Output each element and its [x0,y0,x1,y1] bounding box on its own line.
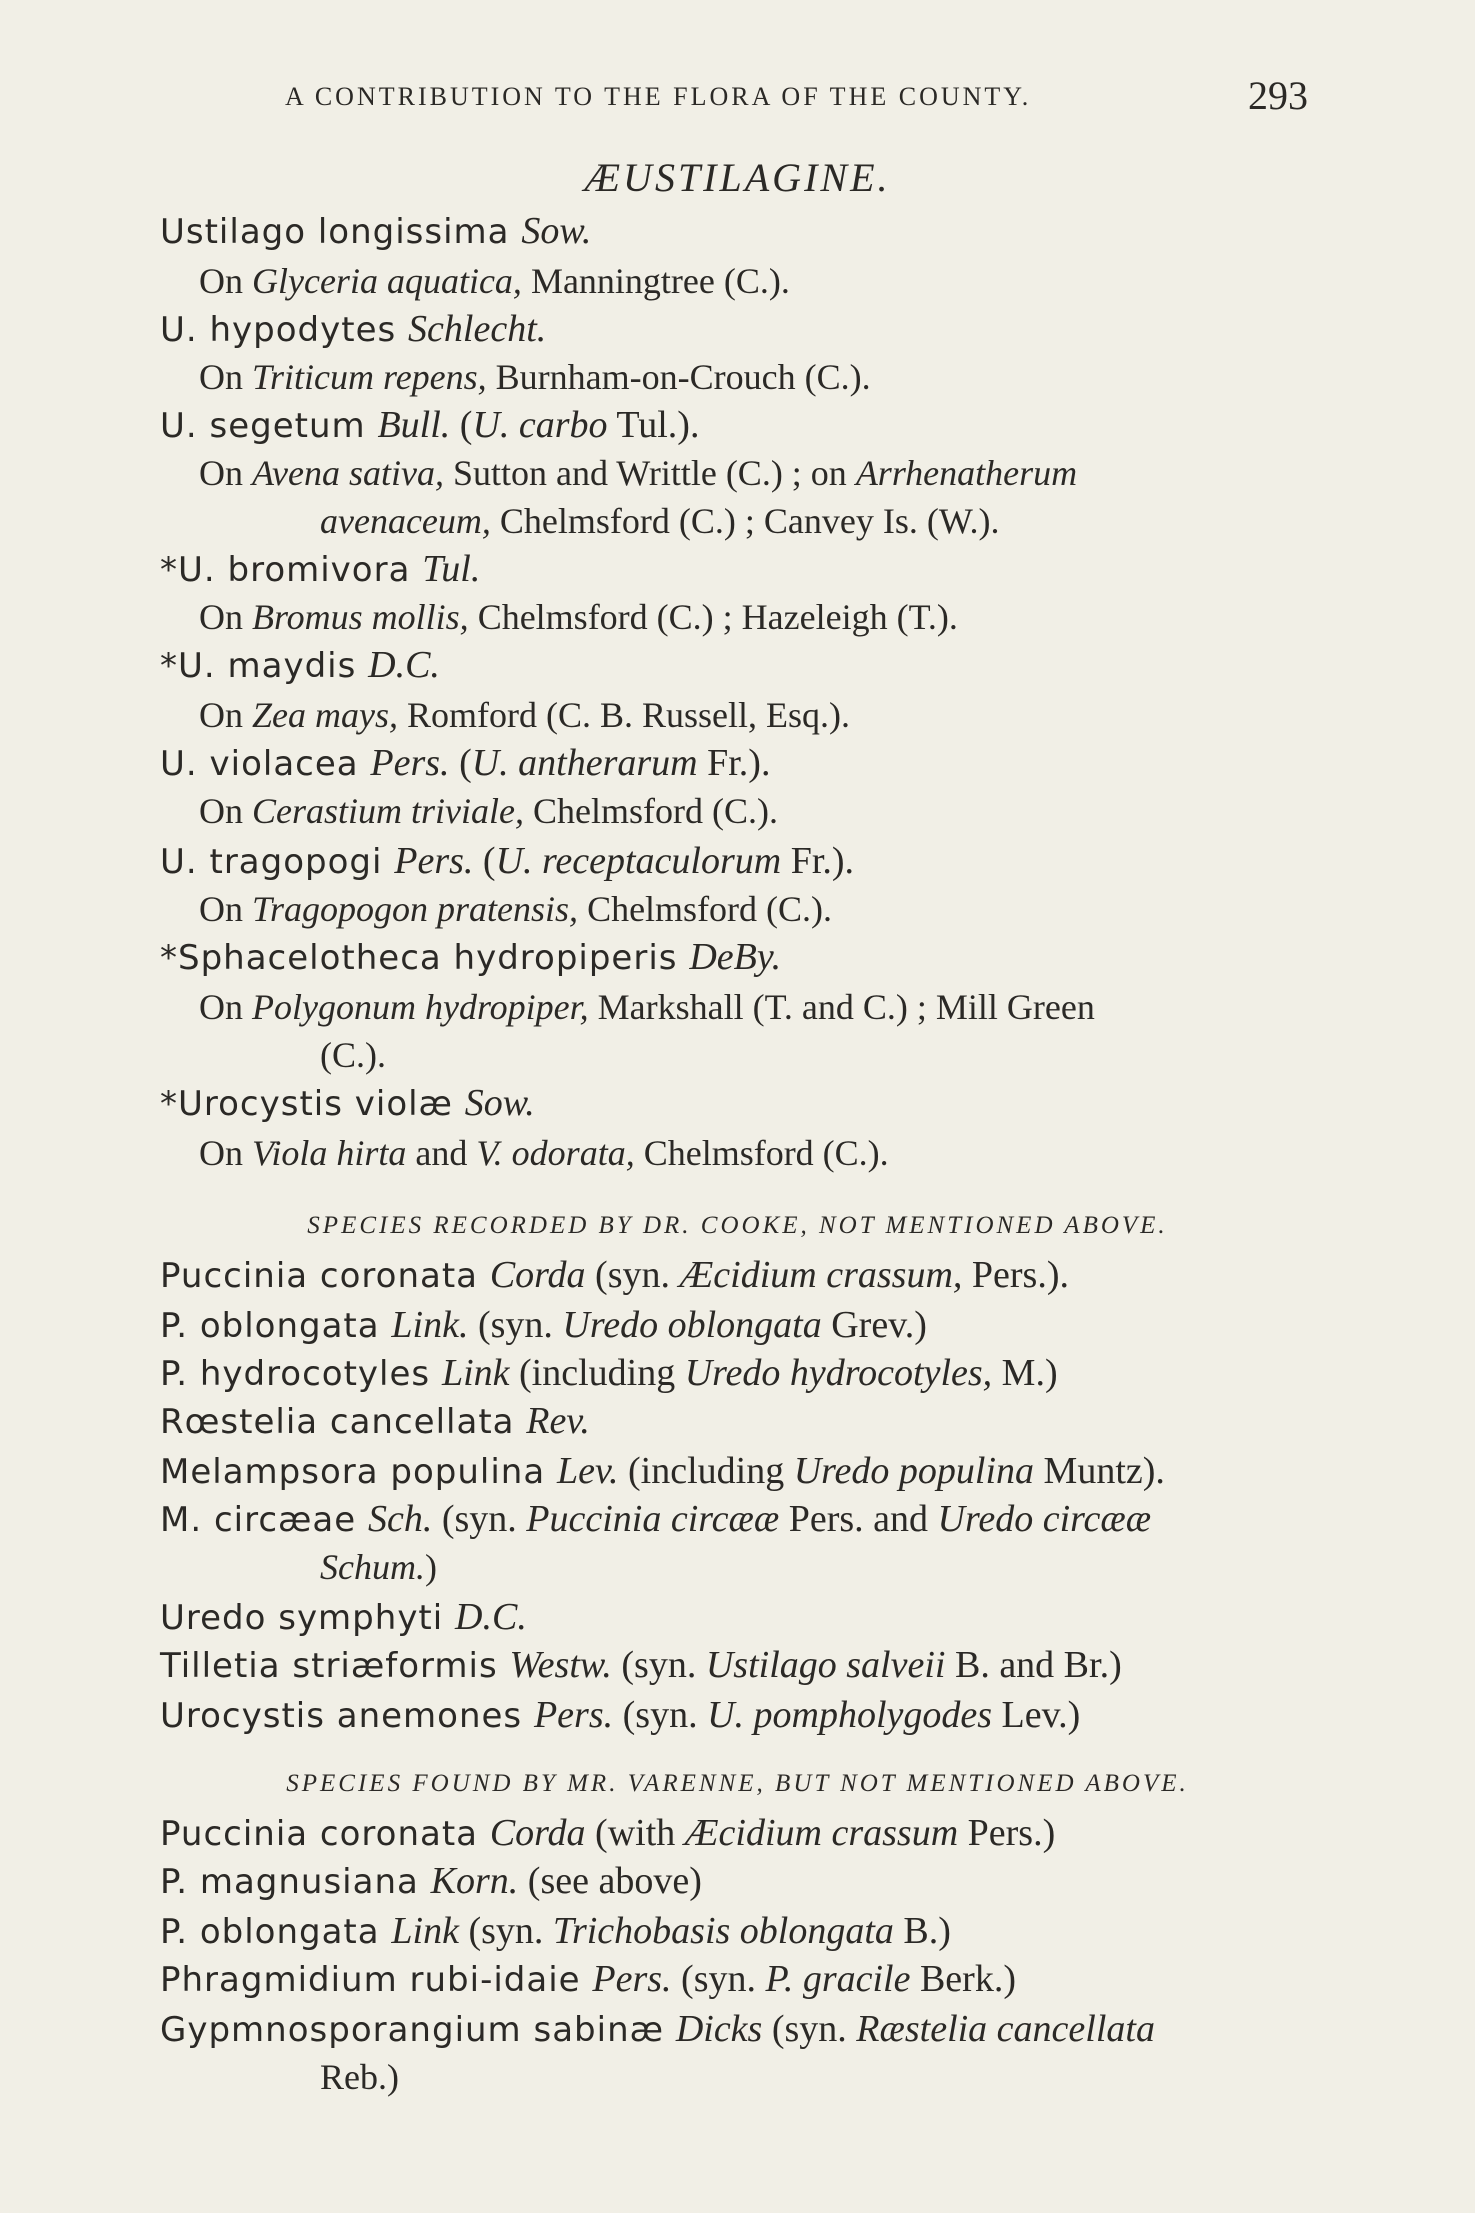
text-run: (including [509,1352,685,1394]
text-run: Pers.). [962,1254,1069,1296]
text-run: Chelmsford (C.). [524,791,778,831]
text-run: ) [424,1547,437,1587]
locality-line [199,450,1077,496]
species-line [160,1398,590,1445]
locality-line [199,984,1095,1030]
species-name: Uredo symphyti [160,1598,456,1638]
italic-text: U. carbo [472,404,608,446]
italic-text: Uredo oblongata [562,1304,822,1346]
locality-line [320,1032,386,1078]
italic-text: Uredo hydrocotyles, [684,1352,993,1394]
text-run: B.) [893,1910,951,1952]
text-run: Grev.) [821,1304,927,1346]
text-run: ( [473,840,496,882]
text-run: On [199,889,252,929]
species-line [160,1302,927,1349]
page-number: 293 [1248,73,1308,118]
species-line [160,642,440,689]
species-line [160,1448,1165,1495]
italic-text: Pers. [592,1958,672,2000]
species-name: Rœstelia cancellata [160,1402,527,1442]
text-run: Manningtree (C.). [521,261,790,301]
text-run: Romford (C. B. Russell, Esq.). [398,695,851,735]
text-run: (syn. [762,2008,857,2050]
species-name: P. oblongata [160,1306,392,1346]
locality-line [199,258,790,304]
text-run: On [199,597,252,637]
text-run: (syn. [611,1644,706,1686]
species-name: P. hydrocotyles [160,1354,442,1394]
locality-line [199,788,778,834]
italic-text: U. antherarum [471,742,698,784]
italic-text: D.C. [368,644,440,686]
italic-text: Schlecht. [408,308,547,350]
species-line [160,1594,527,1641]
italic-text: Korn. [430,1860,519,1902]
text-run: (syn. [671,1958,766,2000]
text-run: Sutton and Writtle (C.) ; on [443,453,856,493]
italic-text: Lev. [556,1450,619,1492]
section-title: ÆUSTILAGINE. [584,155,891,200]
text-run: Chelmsford (C.). [634,1133,889,1173]
species-name: Puccinia coronata [160,1256,490,1296]
running-head: A CONTRIBUTION TO THE FLORA OF THE COUNTY. [285,82,1032,111]
species-line [160,1908,951,1955]
text-run: Lev.) [992,1694,1081,1736]
text-run: (see above) [518,1860,702,1902]
italic-text: Zea mays, [252,695,398,735]
text-run: On [199,1133,252,1173]
italic-text: Æcidium crassum, [679,1254,963,1296]
italic-text: Dicks [675,2008,763,2050]
text-run: (syn. [458,1910,553,1952]
locality-line [199,594,958,640]
italic-text: P. gracile [765,1958,911,2000]
italic-text: avenaceum, [320,501,491,541]
species-name: P. oblongata [160,1912,392,1952]
locality-line [320,1544,437,1590]
species-line [160,208,591,255]
text-run: On [199,357,252,397]
text-run: (with [585,1812,685,1854]
text-run: On [199,987,252,1027]
italic-text: Glyceria aquatica, [252,261,522,301]
species-name: *U. maydis [160,646,369,686]
text-run: ( [449,742,472,784]
text-run: Fr.). [781,840,855,882]
text-run: and [406,1133,477,1173]
species-line [160,1252,1069,1299]
species-name: P. magnusiana [160,1862,431,1902]
italic-text: Puccinia circææ [526,1498,780,1540]
italic-text: Uredo populina [793,1450,1035,1492]
species-line [160,1642,1122,1689]
locality-line [199,692,850,738]
italic-text: Pers. [394,840,474,882]
italic-text: Tragopogon pratensis, [252,889,579,929]
species-name: *U. bromivora [160,550,423,590]
italic-text: Link. [391,1304,469,1346]
text-run: Fr.). [697,742,771,784]
page-header [0,72,1475,122]
text-run: Chelmsford (C.). [578,889,833,929]
species-name: U. segetum [160,406,378,446]
italic-text: Pers. [370,742,450,784]
species-line [160,1858,702,1905]
italic-text: V. odorata, [476,1133,635,1173]
subhead-varenne: SPECIES FOUND BY MR. VARENNE, BUT NOT MENTIONED ABOVE. [286,1770,1189,1797]
text-run: Muntz). [1034,1450,1165,1492]
species-name: Phragmidium rubi-idaie [160,1960,593,2000]
species-line [160,1956,1016,2003]
italic-text: Rev. [526,1400,590,1442]
species-name: M. circæae [160,1500,368,1540]
italic-text: Viola hirta [252,1133,407,1173]
text-run: (syn. [613,1694,708,1736]
species-name: U. tragopogi [160,842,395,882]
italic-text: Ræstelia cancellata [856,2008,1155,2050]
species-name: Gypmnosporangium sabinæ [160,2010,676,2050]
species-name: Ustilago longissima [160,212,522,252]
text-run: M.) [992,1352,1058,1394]
species-name: *Sphacelotheca hydropiperis [160,938,690,978]
italic-text: Avena sativa, [252,453,444,493]
species-line [160,1692,1080,1739]
species-name: U. hypodytes [160,310,409,350]
text-run: Pers.) [958,1812,1056,1854]
text-run: On [199,695,252,735]
italic-text: Æcidium crassum [684,1812,959,1854]
text-run: On [199,453,252,493]
locality-line [320,498,1000,544]
subhead-cooke: SPECIES RECORDED BY DR. COOKE, NOT MENTIONED ABOVE. [307,1212,1168,1239]
species-name: *Urocystis violæ [160,1084,465,1124]
species-line [160,740,770,787]
italic-text: U. pompholygodes [707,1694,993,1736]
species-line [160,306,546,353]
text-run: (syn. [585,1254,680,1296]
text-run: Chelmsford (C.) ; Canvey Is. (W.). [490,501,1000,541]
text-run: (syn. [432,1498,527,1540]
species-line [160,1496,1151,1543]
text-run: B. and Br.) [945,1644,1122,1686]
italic-text: Bull. [377,404,451,446]
text-run: Chelmsford (C.) ; Hazeleigh (T.). [468,597,958,637]
species-name: Puccinia coronata [160,1814,490,1854]
species-line [160,1810,1055,1857]
text-run: Markshall (T. and C.) ; Mill Green [588,987,1095,1027]
text-run: On [199,261,252,301]
text-run: Burnham-on-Crouch (C.). [486,357,871,397]
italic-text: Sch. [367,1498,433,1540]
italic-text: Link [391,1910,459,1952]
italic-text: Trichobasis oblongata [552,1910,894,1952]
italic-text: U. receptaculorum [495,840,782,882]
species-line [160,2006,1155,2053]
locality-line [199,354,871,400]
text-run: (syn. [468,1304,563,1346]
italic-text: Arrhenatherum [855,453,1078,493]
text-run: Tul.). [607,404,700,446]
species-line [160,838,854,885]
italic-text: Ustilago salveii [705,1644,946,1686]
italic-text: Cerastium triviale, [252,791,524,831]
locality-line [320,2054,399,2100]
italic-text: Sow. [521,210,592,252]
text-run: Berk.) [910,1958,1016,2000]
species-line [160,402,699,449]
locality-line [199,886,832,932]
locality-line [199,1130,889,1176]
italic-text: Schum. [320,1547,425,1587]
italic-text: Link [441,1352,510,1394]
italic-text: Uredo circææ [937,1498,1152,1540]
species-line [160,1080,535,1127]
text-run: On [199,791,252,831]
species-line [160,934,781,981]
text-run: (including [618,1450,794,1492]
italic-text: Sow. [464,1082,535,1124]
italic-text: D.C. [455,1596,527,1638]
species-line [160,1350,1058,1397]
species-name: Tilletia striæformis [160,1646,510,1686]
text-run: Pers. and [779,1498,938,1540]
italic-text: Corda [489,1812,586,1854]
italic-text: Bromus mollis, [252,597,469,637]
italic-text: Pers. [533,1694,614,1736]
text-run: ( [450,404,473,446]
italic-text: Triticum repens, [252,357,487,397]
italic-text: Corda [489,1254,586,1296]
species-line [160,546,480,593]
species-name: Melampsora populina [160,1452,557,1492]
italic-text: DeBy. [689,936,782,978]
species-name: Urocystis anemones [160,1696,534,1736]
italic-text: Tul. [422,548,481,590]
italic-text: Polygonum hydropiper, [252,987,589,1027]
text-run: (C.). [320,1035,386,1075]
text-run: Reb.) [320,2057,399,2097]
species-name: U. violacea [160,744,371,784]
italic-text: Westw. [509,1644,612,1686]
